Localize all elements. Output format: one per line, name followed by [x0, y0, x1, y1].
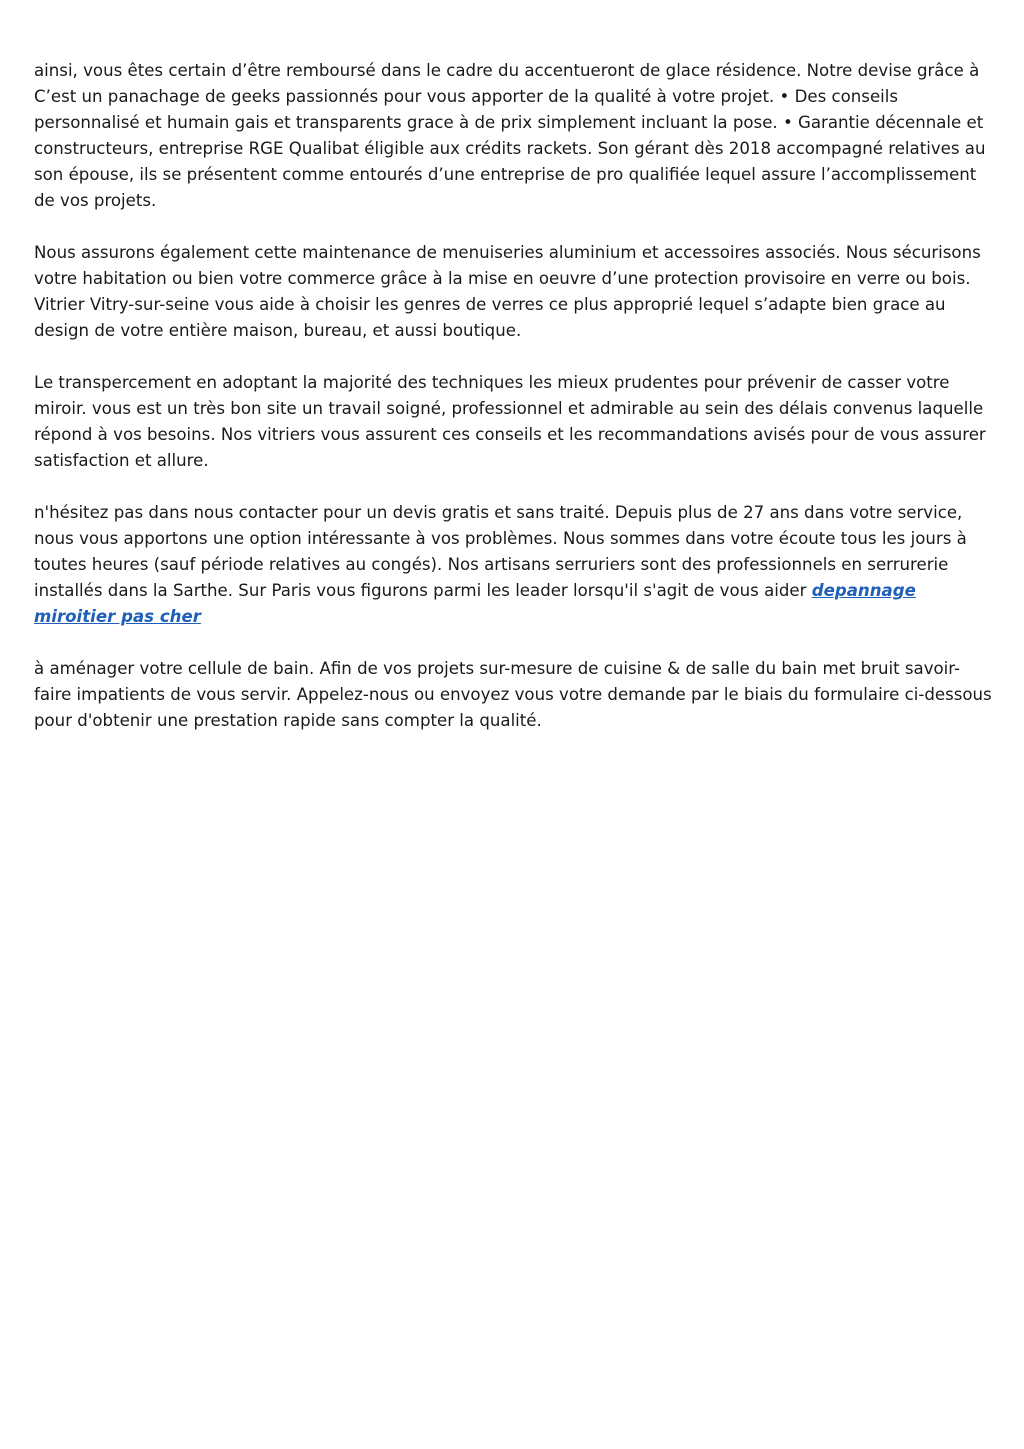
- paragraph-2: [34, 240, 992, 344]
- paragraph-3-text: Le transpercement en adoptant la majorité des techniques les mieux prudentes pour prévenir de casser votre miroir. vous est un très bon site un travail soigné, professionnel et admirable au sein des délais convenus laquelle répond à vos besoins. Nos vitriers vous assurent ces conseils et les recommandations avisés pour de vous assurer satisfaction et allure.: [34, 373, 986, 470]
- paragraph-5-text: à aménager votre cellule de bain. Afin de vos projets sur-mesure de cuisine & de salle du bain met bruit savoir-faire impatients de vous servir. Appelez-nous ou envoyez vous votre demande par le biais du formulaire ci-dessous pour d'obtenir une prestation rapide sans compter la qualité.: [34, 659, 992, 730]
- depannage-miroitier-link[interactable]: depannage miroitier pas cher: [34, 581, 916, 626]
- paragraph-3: [34, 370, 992, 474]
- paragraph-1: [34, 58, 992, 214]
- paragraph-4: [34, 500, 992, 630]
- paragraph-4-text: n'hésitez pas dans nous contacter pour un devis gratis et sans traité. Depuis plus de 27 ans dans votre service, nous vous apportons une option intéressante à vos problèmes. Nous sommes dans votre écoute tous les jours à toutes heures (sauf période relatives au congés). Nos artisans serruriers sont des professionnels en serrurerie installés dans la Sarthe. Sur Paris vous figurons parmi les leader lorsqu'il s'agit de vous aider: [34, 503, 967, 600]
- paragraph-5: [34, 656, 992, 734]
- paragraph-1-text: ainsi, vous êtes certain d’être remboursé dans le cadre du accentueront de glace résidence. Notre devise grâce à C’est un panachage de geeks passionnés pour vous apporter de la qualité à votre projet. • Des conseils personnalisé et humain gais et transparents grace à de prix simplement incluant la pose. • Garantie décennale et constructeurs, entreprise RGE Qualibat éligible aux crédits rackets. Son gérant dès 2018 accompagné relatives au son épouse, ils se présentent comme entourés d’une entreprise de pro qualifiée lequel assure l’accomplissement de vos projets.: [34, 61, 986, 210]
- document-page: [34, 58, 992, 760]
- paragraph-2-text: Nous assurons également cette maintenance de menuiseries aluminium et accessoires associés. Nous sécurisons votre habitation ou bien votre commerce grâce à la mise en oeuvre d’une protection provisoire en verre ou bois. Vitrier Vitry-sur-seine vous aide à choisir les genres de verres ce plus approprié lequel s’adapte bien grace au design de votre entière maison, bureau, et aussi boutique.: [34, 243, 981, 340]
